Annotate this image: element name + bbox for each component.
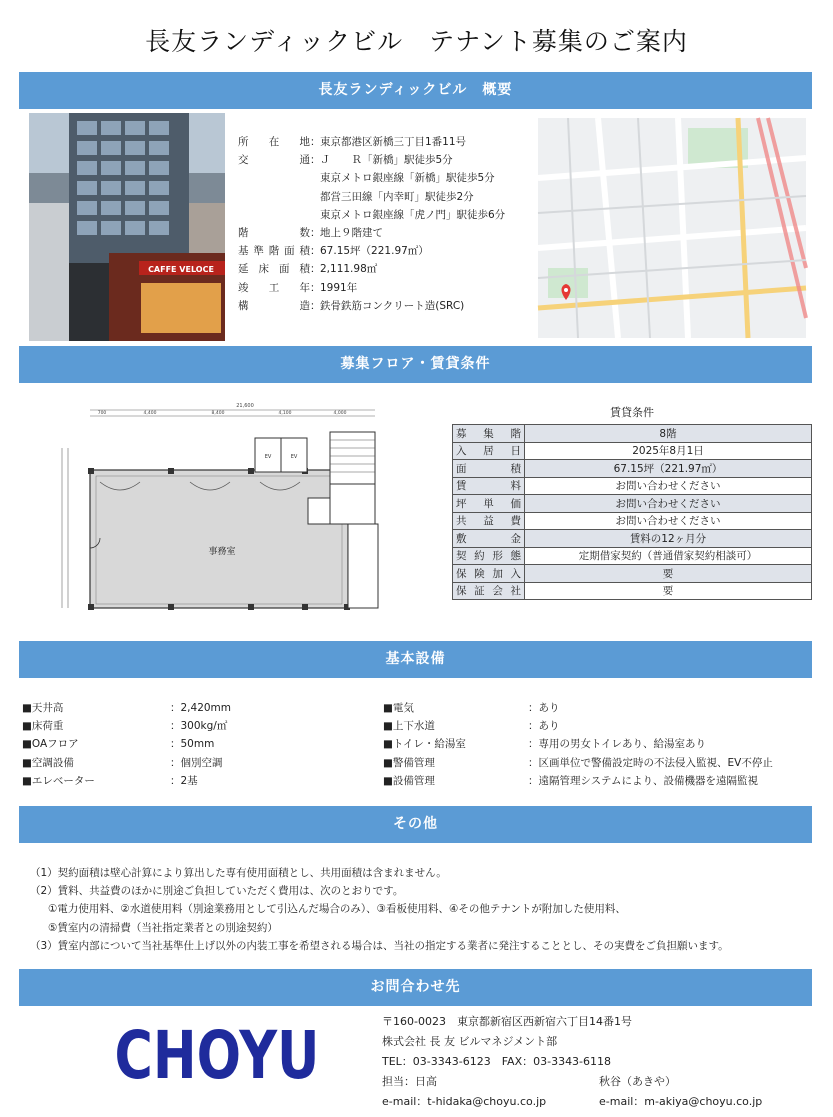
company-logo [112, 1018, 322, 1092]
lease-key: 共益費 [453, 512, 525, 530]
lease-key: 募集階 [453, 425, 525, 443]
facility-label: ■エレベーター [22, 774, 95, 787]
facility-item [22, 754, 231, 772]
facility-value: ：あり [528, 702, 560, 714]
facility-value: ：2基 [170, 774, 198, 787]
total-area-label: 延床面積 [238, 263, 310, 276]
facility-label: ■床荷重 [22, 720, 64, 733]
lease-row [453, 460, 812, 478]
lease-key: 契約形態 [453, 547, 525, 565]
facility-value: ：区画単位で警備設定時の不法侵入監視、EV不停止 [528, 756, 773, 769]
lease-table [452, 424, 812, 600]
facility-item [383, 735, 773, 753]
facility-label: ■上下水道 [383, 720, 435, 733]
page-title: 長友ランディックビル テナント募集のご案内 [145, 27, 688, 56]
facilities-left [22, 699, 231, 790]
note-item: （2）賃料、共益費のほかに別途ご負担していただく費用は、次のとおりです。 [30, 885, 404, 898]
lease-key: 入居日 [453, 442, 525, 460]
section-header-contact: お問合わせ先 [19, 969, 812, 1006]
std-area-value: 67.15坪（221.97㎡） [320, 245, 429, 258]
lease-row [453, 512, 812, 530]
facility-value: ：専用の男女トイレあり、給湯室あり [528, 738, 706, 751]
facility-item [383, 772, 773, 790]
facility-item [22, 772, 231, 790]
facility-value: ：遠隔管理システムにより、設備機器を遠隔監視 [528, 774, 758, 787]
notes [30, 864, 729, 955]
facility-label: ■OAフロア [22, 738, 79, 751]
lease-row [453, 425, 812, 443]
building-photo [29, 113, 225, 341]
contact-tel: TEL：03-3343-6123 FAX：03-3343-6118 [382, 1055, 612, 1068]
elevator-label: EV [290, 454, 298, 460]
note-item: ①電力使用料、②水道使用料（別途業務用として引込んだ場合のみ）、③看板使用料、④その他テナントが附加した使用料、 [48, 903, 626, 916]
structure-label: 構造 [238, 299, 310, 312]
lease-value: 要 [525, 565, 812, 583]
facilities-right [383, 699, 773, 790]
lease-value: 67.15坪（221.97㎡） [525, 460, 812, 478]
lease-row [453, 565, 812, 583]
lease-key: 保証会社 [453, 582, 525, 600]
floors-value: 地上９階建て [320, 227, 383, 240]
section-header-floor: 募集フロア・賃貸条件 [19, 346, 812, 383]
lease-value: お問い合わせください [525, 495, 812, 513]
structure-value: 鉄骨鉄筋コンクリート造(SRC) [320, 299, 465, 312]
facility-item [22, 699, 231, 717]
facility-value: ：あり [528, 720, 560, 733]
location-map [538, 118, 806, 338]
lease-value: 8階 [525, 425, 812, 443]
note-item: （1）契約面積は壁心計算により算出した専有使用面積とし、共用面積は含まれません。 [30, 867, 447, 879]
lease-title: 賃貸条件 [610, 406, 654, 419]
lease-key: 敷金 [453, 530, 525, 548]
address-value: 東京都港区新橋三丁目1番11号 [320, 136, 467, 148]
contact-company: 株式会社 長 友 ビルマネジメント部 [382, 1035, 558, 1048]
lease-key: 面積 [453, 460, 525, 478]
facility-item [383, 717, 773, 735]
facility-label: ■設備管理 [383, 774, 435, 787]
lease-row [453, 547, 812, 565]
elevator-label: EV [264, 454, 272, 460]
section-header-overview: 長友ランディックビル 概要 [19, 72, 812, 109]
transport-value: 東京メトロ銀座線「新橋」駅徒歩5分 [320, 172, 495, 185]
facility-value: ：50mm [170, 738, 215, 751]
facility-item [22, 735, 231, 753]
lease-value: 2025年8月1日 [525, 442, 812, 460]
transport-value: 東京メトロ銀座線「虎ノ門」駅徒歩6分 [320, 208, 506, 221]
note-item: （3）賃室内部について当社基準仕上げ以外の内装工事を希望される場合は、当社の指定する業者に発注することとし、その実費をご負担願います。 [30, 939, 729, 952]
contact-person: 担当：日高 [382, 1075, 437, 1088]
lease-key: 賃料 [453, 477, 525, 495]
built-value: 1991年 [320, 281, 358, 294]
logo-text: CHOYU [114, 1017, 320, 1094]
facility-item [22, 717, 231, 735]
contact-email[interactable]: e-mail：t-hidaka@choyu.co.jp [382, 1095, 547, 1108]
facility-item [383, 699, 773, 717]
dim-label: 4,000 [333, 411, 347, 416]
transport-value: 都営三田線「内幸町」駅徒歩2分 [320, 190, 474, 203]
lease-row [453, 530, 812, 548]
room-label: 事務室 [208, 547, 236, 557]
contact-info [382, 1012, 762, 1112]
note-item: ⑤賃室内の清掃費（当社指定業者との別途契約） [48, 921, 278, 934]
lease-row [453, 477, 812, 495]
facility-item [383, 754, 773, 772]
lease-value: お問い合わせください [525, 477, 812, 495]
std-area-label: 基準階面積 [238, 245, 310, 258]
total-area-value: 2,111.98㎡ [320, 263, 378, 276]
facility-value: ：2,420mm [170, 702, 232, 714]
facility-value: ：個別空調 [170, 756, 223, 769]
contact-email[interactable]: e-mail：m-akiya@choyu.co.jp [599, 1095, 763, 1108]
floor-plan [40, 398, 390, 618]
dim-label: 4,100 [278, 411, 292, 416]
facility-label: ■警備管理 [383, 756, 435, 769]
lease-row [453, 582, 812, 600]
dim-label: 8,400 [211, 411, 225, 416]
dim-label: 4,400 [143, 411, 157, 416]
section-header-facilities: 基本設備 [19, 641, 812, 678]
lease-key: 坪単価 [453, 495, 525, 513]
overview-info: 所在地 ： 東京都港区新橋三丁目1番11号 交通 ： Ｊ Ｒ「新橋」駅徒歩5分 東京メトロ銀座線「新橋」駅徒歩5分 都営三田線「内幸町」駅徒歩2分 東京メトロ銀座線「虎ノ門」駅徒歩6分 階数 ： 地上９階建て 基準階面積 ： 67.15坪（221.97㎡） 延床面積 ： 2,111.98㎡ 竣工年 ： 1991年 構造 ： 鉄骨鉄筋コンクリート造(SRC) [238, 133, 505, 315]
lease-value: 賃料の12ヶ月分 [525, 530, 812, 548]
lease-row [453, 442, 812, 460]
transport-value: Ｊ Ｒ「新橋」駅徒歩5分 [320, 154, 453, 167]
facility-value: ：300kg/㎡ [170, 720, 228, 733]
facility-label: ■電気 [383, 702, 414, 714]
cafe-sign: CAFFE VELOCE [148, 265, 214, 274]
lease-key: 保険加入 [453, 565, 525, 583]
facility-label: ■トイレ・給湯室 [383, 738, 466, 751]
facility-label: ■天井高 [22, 702, 64, 714]
facility-label: ■空調設備 [22, 756, 74, 769]
dim-label: 21,600 [236, 403, 254, 409]
contact-postal: 〒160-0023 東京都新宿区西新宿六丁目14番1号 [382, 1015, 632, 1028]
lease-value: 要 [525, 582, 812, 600]
contact-person: 秋谷（あきや） [599, 1075, 676, 1088]
section-header-other: その他 [19, 806, 812, 843]
lease-row [453, 495, 812, 513]
transport-label: 交通 [238, 154, 310, 167]
floors-label: 階数 [238, 227, 310, 240]
built-label: 竣工年 [238, 281, 310, 294]
lease-value: お問い合わせください [525, 512, 812, 530]
address-label: 所在地 [238, 136, 310, 148]
dim-label: 700 [97, 411, 107, 416]
lease-value: 定期借家契約（普通借家契約相談可） [525, 547, 812, 565]
